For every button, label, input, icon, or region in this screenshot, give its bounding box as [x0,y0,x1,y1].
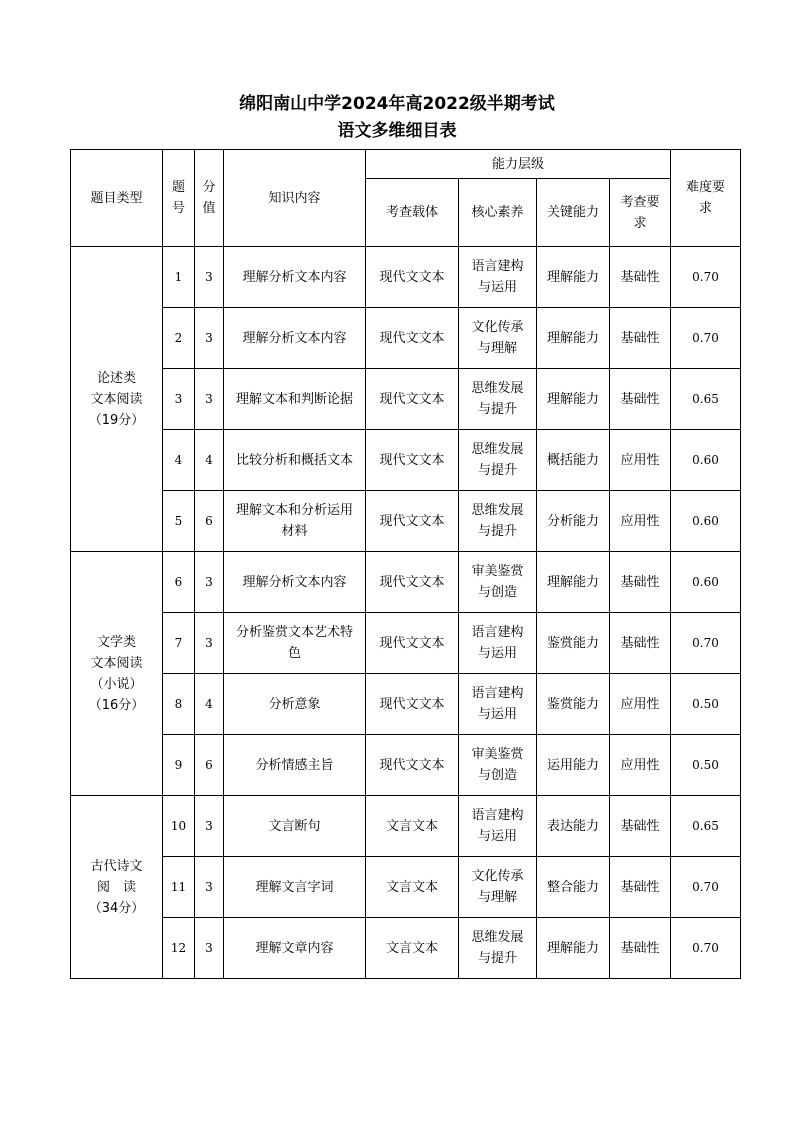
carrier: 现代文文本 [366,308,459,369]
difficulty: 0.65 [671,369,741,430]
difficulty: 0.50 [671,735,741,796]
score-value: 6 [195,735,224,796]
header-requirement: 考查要 求 [610,179,671,247]
question-number: 8 [163,674,195,735]
core-literacy: 语言建构 与运用 [459,247,537,308]
header-number: 题 号 [163,150,195,247]
score-value: 3 [195,796,224,857]
score-value: 3 [195,247,224,308]
knowledge-content: 分析鉴赏文本艺术特 色 [224,613,366,674]
carrier: 文言文本 [366,918,459,979]
score-value: 3 [195,552,224,613]
question-type: 文学类 文本阅读 （小说） （16分） [71,552,163,796]
difficulty: 0.70 [671,857,741,918]
key-ability: 理解能力 [537,369,610,430]
knowledge-content: 理解文章内容 [224,918,366,979]
requirement: 应用性 [610,491,671,552]
table-row [71,613,741,674]
requirement: 应用性 [610,735,671,796]
question-number: 3 [163,369,195,430]
key-ability: 理解能力 [537,247,610,308]
header-difficulty: 难度要 求 [671,150,741,247]
requirement: 基础性 [610,308,671,369]
table-row [71,674,741,735]
core-literacy: 思维发展 与提升 [459,491,537,552]
table-row [71,857,741,918]
question-number: 7 [163,613,195,674]
core-literacy: 审美鉴赏 与创造 [459,552,537,613]
carrier: 现代文文本 [366,430,459,491]
knowledge-content: 理解文言字词 [224,857,366,918]
difficulty: 0.60 [671,552,741,613]
key-ability: 概括能力 [537,430,610,491]
question-type: 古代诗文 阅 读 （34分） [71,796,163,979]
core-literacy: 语言建构 与运用 [459,674,537,735]
header-literacy: 核心素养 [459,179,537,247]
header-type: 题目类型 [71,150,163,247]
requirement: 基础性 [610,796,671,857]
table-row [71,918,741,979]
requirement: 基础性 [610,918,671,979]
score-value: 3 [195,613,224,674]
key-ability: 鉴赏能力 [537,613,610,674]
difficulty: 0.50 [671,674,741,735]
question-number: 12 [163,918,195,979]
question-number: 5 [163,491,195,552]
carrier: 现代文文本 [366,491,459,552]
question-type: 论述类 文本阅读 （19分） [71,247,163,552]
knowledge-content: 理解分析文本内容 [224,247,366,308]
core-literacy: 审美鉴赏 与创造 [459,735,537,796]
knowledge-content: 文言断句 [224,796,366,857]
core-literacy: 文化传承 与理解 [459,857,537,918]
knowledge-content: 比较分析和概括文本 [224,430,366,491]
key-ability: 理解能力 [537,308,610,369]
difficulty: 0.60 [671,430,741,491]
score-value: 6 [195,491,224,552]
score-value: 3 [195,369,224,430]
header-key-ability: 关键能力 [537,179,610,247]
knowledge-content: 分析意象 [224,674,366,735]
core-literacy: 思维发展 与提升 [459,430,537,491]
difficulty: 0.70 [671,308,741,369]
key-ability: 表达能力 [537,796,610,857]
carrier: 现代文文本 [366,552,459,613]
key-ability: 整合能力 [537,857,610,918]
core-literacy: 文化传承 与理解 [459,308,537,369]
question-number: 1 [163,247,195,308]
difficulty: 0.70 [671,918,741,979]
table-row [71,552,741,613]
header-knowledge: 知识内容 [224,150,366,247]
requirement: 基础性 [610,613,671,674]
table-row [71,369,741,430]
carrier: 现代文文本 [366,369,459,430]
key-ability: 分析能力 [537,491,610,552]
knowledge-content: 理解分析文本内容 [224,308,366,369]
carrier: 现代文文本 [366,613,459,674]
question-number: 4 [163,430,195,491]
score-value: 3 [195,857,224,918]
core-literacy: 语言建构 与运用 [459,613,537,674]
document-subtitle: 语文多维细目表 [337,121,457,141]
carrier: 文言文本 [366,857,459,918]
carrier: 现代文文本 [366,674,459,735]
core-literacy: 思维发展 与提升 [459,918,537,979]
knowledge-content: 理解文本和判断论据 [224,369,366,430]
table-row [71,308,741,369]
difficulty: 0.60 [671,491,741,552]
score-value: 4 [195,674,224,735]
requirement: 应用性 [610,674,671,735]
table-row [71,796,741,857]
table-row [71,735,741,796]
table-row [71,491,741,552]
spec-table [70,149,741,979]
core-literacy: 语言建构 与运用 [459,796,537,857]
key-ability: 理解能力 [537,918,610,979]
carrier: 现代文文本 [366,735,459,796]
score-value: 3 [195,918,224,979]
carrier: 文言文本 [366,796,459,857]
header-ability-group: 能力层级 [366,150,671,179]
requirement: 基础性 [610,552,671,613]
document-title: 绵阳南山中学2024年高2022级半期考试 [239,94,555,114]
key-ability: 鉴赏能力 [537,674,610,735]
question-number: 2 [163,308,195,369]
key-ability: 运用能力 [537,735,610,796]
key-ability: 理解能力 [537,552,610,613]
question-number: 11 [163,857,195,918]
difficulty: 0.65 [671,796,741,857]
question-number: 10 [163,796,195,857]
carrier: 现代文文本 [366,247,459,308]
question-number: 6 [163,552,195,613]
table-row [71,247,741,308]
header-carrier: 考查载体 [366,179,459,247]
difficulty: 0.70 [671,613,741,674]
requirement: 基础性 [610,369,671,430]
requirement: 基础性 [610,247,671,308]
knowledge-content: 理解分析文本内容 [224,552,366,613]
knowledge-content: 理解文本和分析运用 材料 [224,491,366,552]
table-row [71,430,741,491]
requirement: 应用性 [610,430,671,491]
score-value: 3 [195,308,224,369]
header-score: 分 值 [195,150,224,247]
question-number: 9 [163,735,195,796]
knowledge-content: 分析情感主旨 [224,735,366,796]
score-value: 4 [195,430,224,491]
requirement: 基础性 [610,857,671,918]
difficulty: 0.70 [671,247,741,308]
core-literacy: 思维发展 与提升 [459,369,537,430]
